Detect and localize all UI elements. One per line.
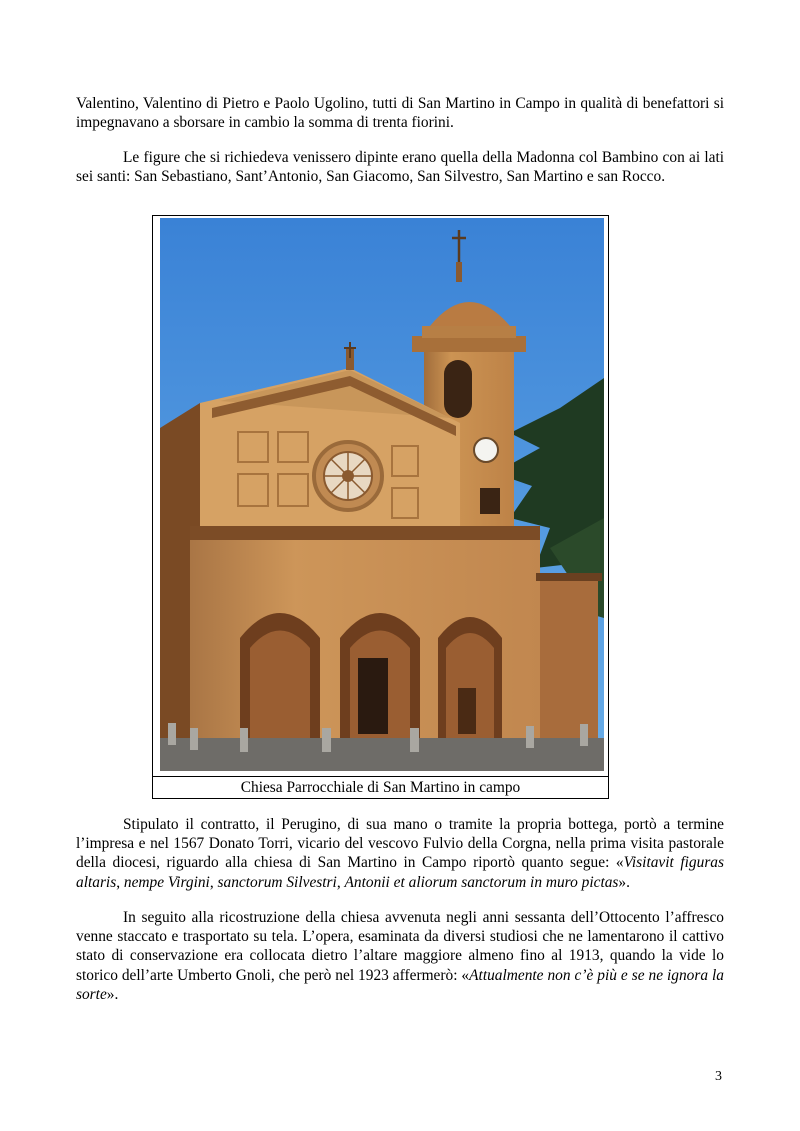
paragraph-3: [76, 815, 724, 892]
quote-separator: ,: [209, 873, 218, 891]
quote-separator: ,: [336, 873, 345, 891]
figure-caption: Chiesa Parrocchiale di San Martino in campo: [153, 776, 608, 799]
latin-quote-3: sanctorum Silvestri: [217, 873, 337, 891]
paragraph-4-end: ».: [106, 985, 119, 1003]
paragraph-3-text: Stipulato il contratto, il Perugino, di sua mano o tramite la propria bottega, portò a termine l’impresa e nel 1567 Donato Torri, vicario del vescovo Fulvio della Corgna, nella prima visita pastorale della diocesi, riguardo alla chiesa di San Martino in Campo riportò quanto segue: «: [76, 816, 724, 872]
paragraph-3-end: ».: [618, 873, 630, 891]
page-number: 3: [715, 1069, 722, 1084]
gnoli-quote: Attualmente non c’è più e se ne ignora la sorte: [76, 966, 724, 1003]
paragraph-1: Valentino, Valentino di Pietro e Paolo Ugolino, tutti di San Martino in Campo in qualità di benefattori si impegnavano a sborsare in cambio la somma di trenta fiorini.: [76, 95, 724, 132]
figure: [152, 215, 609, 799]
paragraph-2: Le figure che si richiedeva venissero dipinte erano quella della Madonna col Bambino con ai lati sei santi: San Sebastiano, Sant’Antonio, San Giacomo, San Silvestro, San Martino e san Rocco.: [76, 149, 724, 186]
church-photo: [160, 218, 604, 771]
paragraph-4: [76, 908, 724, 1004]
quote-separator: ,: [116, 873, 124, 891]
latin-quote-1: Visitavit figuras altaris: [76, 854, 724, 891]
paragraph-4-text: In seguito alla ricostruzione della chiesa avvenuta negli anni sessanta dell’Ottocento l’affresco venne staccato e trasportato su tela. L’opera, esaminata da diversi studiosi che ne lamentarono il cattivo stato di conservazione era collocata dietro l’altare maggiore almeno fino al 1913, quando la vide lo storico dell’arte Umberto Gnoli, che però nel 1923 affermerò: «: [76, 909, 724, 984]
latin-quote-4: Antonii et aliorum sanctorum in muro pictas: [344, 873, 619, 891]
latin-quote-2: nempe Virgini: [123, 873, 210, 891]
